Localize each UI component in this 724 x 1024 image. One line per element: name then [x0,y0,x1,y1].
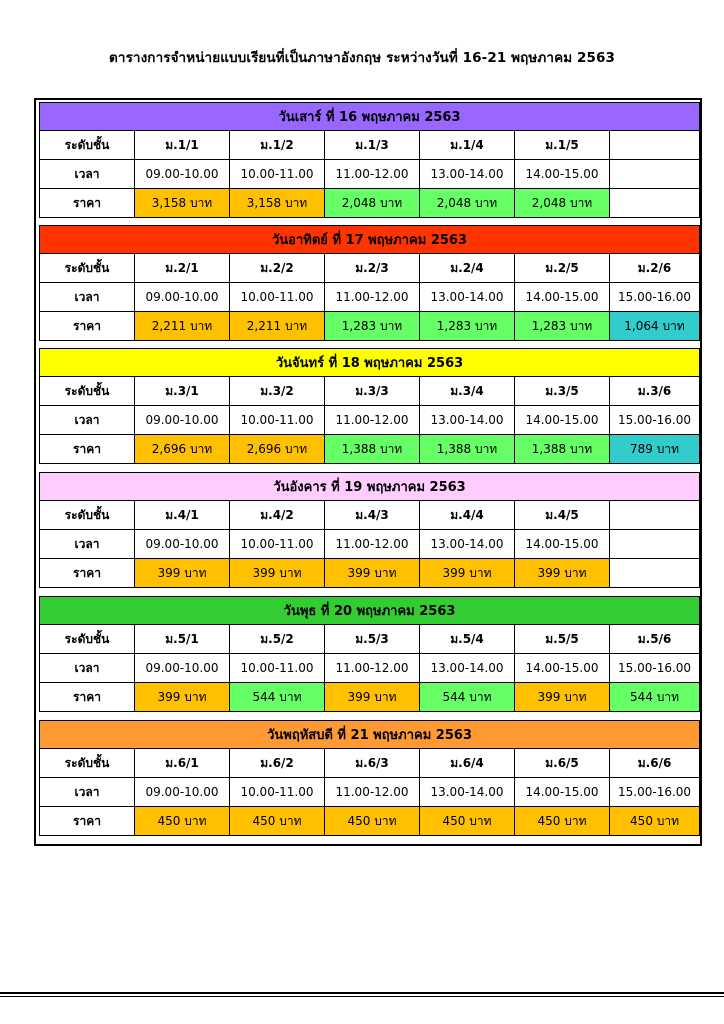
page-title: ตารางการจำหน่ายแบบเรียนที่เป็นภาษาอังกฤษ ระหว่างวันที่ 16-21 พฤษภาคม 2563 [109,50,615,66]
price-cell: 450 บาท [420,807,515,836]
grade-cell: ม.2/4 [420,254,515,283]
price-cell: 2,048 บาท [515,189,610,218]
grade-label: ระดับชั้น [40,131,135,160]
day-header: วันเสาร์ ที่ 16 พฤษภาคม 2563 [40,103,700,131]
grade-cell: ม.1/1 [135,131,230,160]
grade-label: ระดับชั้น [40,625,135,654]
time-cell: 14.00-15.00 [515,406,610,435]
grade-label: ระดับชั้น [40,377,135,406]
time-cell [610,160,700,189]
price-cell: 399 บาท [325,683,420,712]
price-label: ราคา [40,559,135,588]
day-header: วันพฤหัสบดี ที่ 21 พฤษภาคม 2563 [40,721,700,749]
time-cell: 10.00-11.00 [230,160,325,189]
grade-cell: ม.2/3 [325,254,420,283]
price-label: ราคา [40,312,135,341]
grade-cell: ม.2/6 [610,254,700,283]
price-cell: 1,283 บาท [325,312,420,341]
grade-row [40,131,700,160]
grade-cell: ม.4/4 [420,501,515,530]
grade-cell: ม.6/3 [325,749,420,778]
price-cell: 450 บาท [230,807,325,836]
price-cell: 399 บาท [230,559,325,588]
time-cell: 09.00-10.00 [135,160,230,189]
price-label: ราคา [40,683,135,712]
grade-label: ระดับชั้น [40,254,135,283]
time-cell: 13.00-14.00 [420,283,515,312]
time-cell: 15.00-16.00 [610,406,700,435]
time-row [40,654,700,683]
price-cell: 1,283 บาท [515,312,610,341]
grade-cell: ม.3/6 [610,377,700,406]
time-cell: 11.00-12.00 [325,283,420,312]
time-row [40,283,700,312]
price-row [40,559,700,588]
grade-cell: ม.2/5 [515,254,610,283]
time-cell: 15.00-16.00 [610,778,700,807]
price-label: ราคา [40,807,135,836]
time-cell: 15.00-16.00 [610,283,700,312]
time-row [40,406,700,435]
time-cell: 14.00-15.00 [515,530,610,559]
time-cell: 11.00-12.00 [325,654,420,683]
price-cell: 450 บาท [515,807,610,836]
grade-cell: ม.6/1 [135,749,230,778]
footer-rule-thin [0,996,724,997]
grade-cell: ม.4/5 [515,501,610,530]
price-cell: 2,211 บาท [230,312,325,341]
price-row [40,683,700,712]
time-cell: 11.00-12.00 [325,778,420,807]
price-cell: 544 บาท [420,683,515,712]
price-cell: 789 บาท [610,435,700,464]
price-label: ราคา [40,435,135,464]
grade-label: ระดับชั้น [40,501,135,530]
day-table [39,348,700,464]
time-cell: 10.00-11.00 [230,406,325,435]
day-header: วันพุธ ที่ 20 พฤษภาคม 2563 [40,597,700,625]
day-header: วันจันทร์ ที่ 18 พฤษภาคม 2563 [40,349,700,377]
grade-cell: ม.3/4 [420,377,515,406]
grade-cell: ม.6/5 [515,749,610,778]
time-label: เวลา [40,283,135,312]
time-cell: 09.00-10.00 [135,283,230,312]
time-cell: 11.00-12.00 [325,406,420,435]
time-cell: 14.00-15.00 [515,283,610,312]
grade-cell: ม.1/5 [515,131,610,160]
price-cell: 1,388 บาท [515,435,610,464]
schedule-frame [34,98,702,846]
time-row [40,778,700,807]
price-cell: 399 บาท [325,559,420,588]
price-cell: 2,696 บาท [230,435,325,464]
price-cell: 2,211 บาท [135,312,230,341]
grade-label: ระดับชั้น [40,749,135,778]
price-cell: 1,388 บาท [325,435,420,464]
time-cell: 11.00-12.00 [325,160,420,189]
price-cell: 544 บาท [230,683,325,712]
grade-cell: ม.1/3 [325,131,420,160]
grade-cell: ม.3/2 [230,377,325,406]
time-cell: 09.00-10.00 [135,530,230,559]
grade-cell: ม.1/4 [420,131,515,160]
price-row [40,312,700,341]
price-cell: 3,158 บาท [230,189,325,218]
day-header: วันอาทิตย์ ที่ 17 พฤษภาคม 2563 [40,226,700,254]
grade-cell: ม.4/2 [230,501,325,530]
price-cell: 450 บาท [610,807,700,836]
time-cell: 14.00-15.00 [515,654,610,683]
grade-cell: ม.6/6 [610,749,700,778]
day-table [39,472,700,588]
price-cell: 544 บาท [610,683,700,712]
time-label: เวลา [40,406,135,435]
grade-cell: ม.2/2 [230,254,325,283]
day-table [39,102,700,218]
grade-cell: ม.3/1 [135,377,230,406]
price-row [40,807,700,836]
grade-cell: ม.4/1 [135,501,230,530]
price-row [40,189,700,218]
time-cell: 10.00-11.00 [230,530,325,559]
price-cell: 399 บาท [135,559,230,588]
grade-cell: ม.5/1 [135,625,230,654]
time-cell: 09.00-10.00 [135,778,230,807]
grade-cell: ม.4/3 [325,501,420,530]
time-cell [610,530,700,559]
price-cell: 2,696 บาท [135,435,230,464]
day-header: วันอังคาร ที่ 19 พฤษภาคม 2563 [40,473,700,501]
price-cell: 399 บาท [515,559,610,588]
price-cell: 399 บาท [135,683,230,712]
time-cell: 13.00-14.00 [420,160,515,189]
price-cell: 399 บาท [515,683,610,712]
price-cell: 2,048 บาท [420,189,515,218]
time-cell: 09.00-10.00 [135,654,230,683]
time-cell: 10.00-11.00 [230,778,325,807]
day-table [39,225,700,341]
grade-cell: ม.5/2 [230,625,325,654]
time-cell: 10.00-11.00 [230,283,325,312]
grade-cell: ม.5/4 [420,625,515,654]
day-table [39,720,700,836]
footer-rule [0,992,724,994]
time-cell: 14.00-15.00 [515,160,610,189]
grade-cell [610,131,700,160]
time-cell: 14.00-15.00 [515,778,610,807]
price-cell: 1,388 บาท [420,435,515,464]
time-cell: 11.00-12.00 [325,530,420,559]
price-cell [610,189,700,218]
price-cell: 3,158 บาท [135,189,230,218]
time-cell: 13.00-14.00 [420,406,515,435]
grade-cell: ม.5/6 [610,625,700,654]
time-label: เวลา [40,778,135,807]
grade-cell: ม.3/3 [325,377,420,406]
time-row [40,160,700,189]
grade-cell [610,501,700,530]
price-cell: 450 บาท [135,807,230,836]
time-label: เวลา [40,654,135,683]
time-cell: 13.00-14.00 [420,654,515,683]
grade-cell: ม.5/3 [325,625,420,654]
grade-cell: ม.3/5 [515,377,610,406]
grade-cell: ม.2/1 [135,254,230,283]
grade-row [40,254,700,283]
time-cell: 15.00-16.00 [610,654,700,683]
price-cell [610,559,700,588]
grade-row [40,501,700,530]
time-cell: 13.00-14.00 [420,778,515,807]
price-row [40,435,700,464]
grade-row [40,625,700,654]
time-row [40,530,700,559]
day-table [39,596,700,712]
price-cell: 450 บาท [325,807,420,836]
grade-cell: ม.6/4 [420,749,515,778]
grade-cell: ม.5/5 [515,625,610,654]
price-cell: 399 บาท [420,559,515,588]
time-cell: 13.00-14.00 [420,530,515,559]
time-cell: 09.00-10.00 [135,406,230,435]
price-cell: 1,064 บาท [610,312,700,341]
time-label: เวลา [40,160,135,189]
price-cell: 2,048 บาท [325,189,420,218]
price-cell: 1,283 บาท [420,312,515,341]
time-label: เวลา [40,530,135,559]
grade-row [40,749,700,778]
grade-row [40,377,700,406]
time-cell: 10.00-11.00 [230,654,325,683]
grade-cell: ม.6/2 [230,749,325,778]
price-label: ราคา [40,189,135,218]
grade-cell: ม.1/2 [230,131,325,160]
